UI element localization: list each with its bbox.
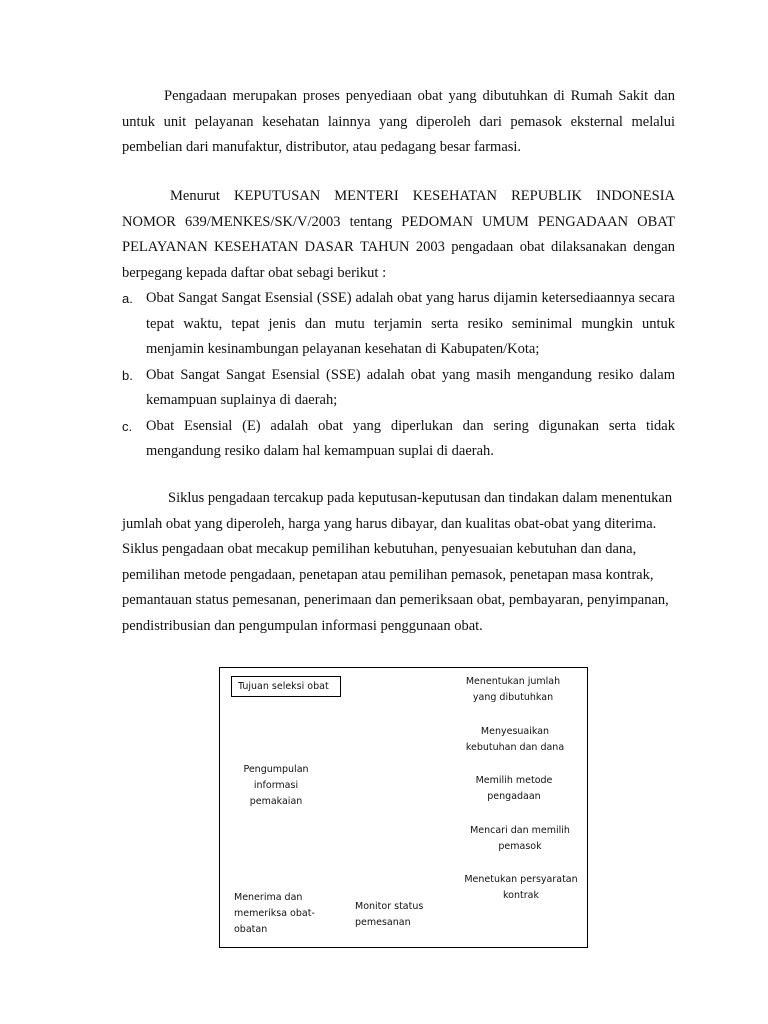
node-monitor-status: Monitor status pemesanan [355,901,424,928]
node-memilih-metode: Memilih metode pengadaan [475,775,553,802]
list-marker: c. [122,418,133,434]
list-item [122,363,675,414]
node-tujuan-seleksi: Tujuan seleksi obat [231,676,341,697]
list-item-text: Obat Sangat Sangat Esensial (SSE) adalah obat yang harus dijamin ketersediaannya secara tepat waktu, tepat jenis dan mutu terjamin serta resiko seminimal mungkin untuk menjamin kesinambungan pelayanan kesehatan di Kabupaten/Kota; [146,290,675,357]
node-menetukan-kontrak: Menetukan persyaratan kontrak [464,874,578,901]
list-item [122,286,675,363]
paragraph-keputusan-menteri: Menurut KEPUTUSAN MENTERI KESEHATAN REPUBLIK INDONESIA NOMOR 639/MENKES/SK/V/2003 tentang PEDOMAN UMUM PENGADAAN OBAT PELAYANAN KESEHATAN DASAR TAHUN 2003 pengadaan obat dilaksanakan dengan berpegang kepada daftar obat sebagi berikut : [122,188,675,281]
procurement-cycle-diagram [219,667,588,948]
node-menerima-memeriksa: Menerima dan memeriksa obat-obatan [234,892,315,935]
list-item-text: Obat Sangat Sangat Esensial (SSE) adalah obat yang masih mengandung resiko dalam kemampuan suplainya di daerah; [146,366,675,408]
paragraph-siklus-pengadaan: Siklus pengadaan tercakup pada keputusan-keputusan dan tindakan dalam menentukan jumlah obat yang diperoleh, harga yang harus dibayar, dan kualitas obat-obat yang diterima. Siklus pengadaan obat mecakup pemilihan kebutuhan, penyesuaian kebutuhan dan dana, pemilihan metode pengadaan, penetapan atau pemilihan pemasok, penetapan masa kontrak, pemantauan status pemesanan, penerimaan dan pemeriksaan obat, pembayaran, penyimpanan, pendistribusian dan pengumpulan informasi penggunaan obat. [122,490,673,634]
node-pengumpulan-informasi: Pengumpulan informasi pemakaian [243,764,309,807]
paragraph-pengadaan: Pengadaan merupakan proses penyediaan obat yang dibutuhkan di Rumah Sakit dan untuk unit pelayanan kesehatan lainnya yang diperoleh dari pemasok eksternal melalui pembelian dari manufaktur, distributor, atau pedagang besar farmasi. [122,88,675,155]
node-menentukan-jumlah: Menentukan jumlah yang dibutuhkan [465,676,561,703]
drug-category-list [122,286,675,465]
node-menyesuaikan: Menyesuaikan kebutuhan dan dana [465,726,565,753]
list-marker: a. [122,291,133,306]
list-item [122,414,675,465]
node-mencari-pemasok: Mencari dan memilih pemasok [470,825,570,852]
list-marker: b. [122,367,133,383]
list-item-text: Obat Esensial (E) adalah obat yang diperlukan dan sering digunakan serta tidak mengandung resiko dalam hal kemampuan suplai di daerah. [146,417,675,459]
